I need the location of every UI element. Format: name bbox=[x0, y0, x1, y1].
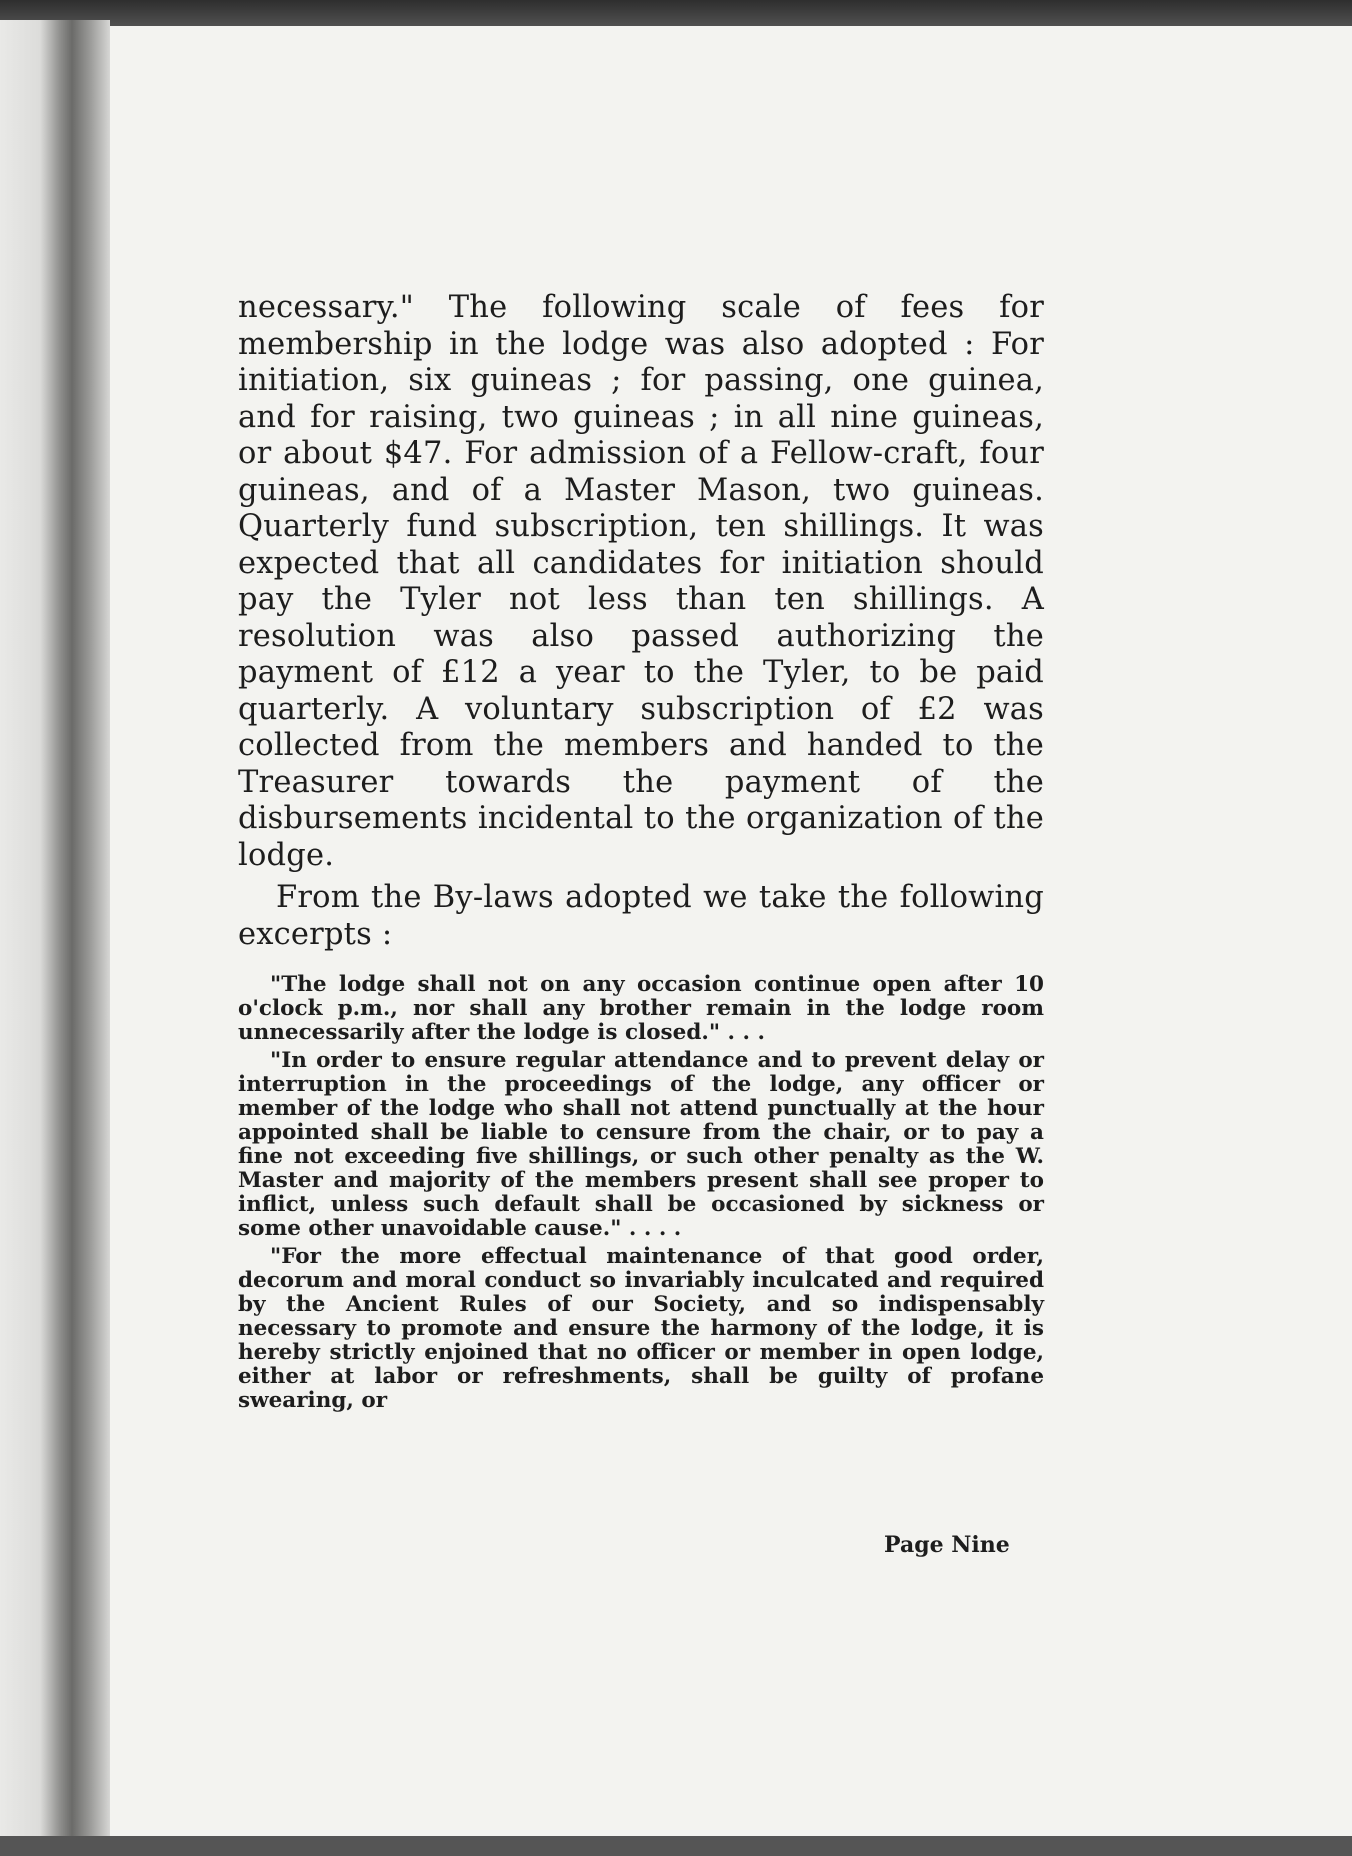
bylaw-quote-closing-time: "The lodge shall not on any occasion continue open after 10 o'clock p.m., nor shall any brother remain in the lodge room unnecessarily after the lodge is closed." . . . bbox=[238, 972, 1044, 1045]
body-paragraph-fees: necessary." The following scale of fees for membership in the lodge was also adopted : For initiation, six guineas ; for passing, one guinea, and for raising, two guineas ; in all nine guineas, or about $47. For admission of a Fellow-craft, four guineas, and of a Master Mason, two guineas. Quarterly fund subscription, ten shillings. It was expected that all candidates for initiation should pay the Tyler not less than ten shillings. A resolution was also passed authorizing the payment of £12 a year to the Tyler, to be paid quarterly. A voluntary subscription of £2 was collected from the members and handed to the Treasurer towards the payment of the disbursements incidental to the organization of the lodge. bbox=[238, 290, 1044, 873]
bottom-edge-shadow bbox=[0, 1836, 1352, 1856]
page-text-block bbox=[238, 290, 1044, 1413]
body-paragraph-bylaws-intro: From the By-laws adopted we take the following excerpts : bbox=[238, 880, 1044, 952]
book-binding-edge bbox=[0, 20, 110, 1840]
page-number: Page Nine bbox=[884, 1532, 1010, 1558]
bylaw-quote-attendance: "In order to ensure regular attendance and to prevent delay or interruption in the proceedings of the lodge, any officer or member of the lodge who shall not attend punctually at the hour appointed shall be liable to censure from the chair, or to pay a fine not exceeding five shillings, or such other penalty as the W. Master and majority of the members present shall see proper to inflict, unless such default shall be occasioned by sickness or some other unavoidable cause." . . . . bbox=[238, 1048, 1044, 1241]
bylaw-quote-conduct: "For the more effectual maintenance of that good order, decorum and moral conduct so invariably inculcated and required by the Ancient Rules of our Society, and so indispensably necessary to promote and ensure the harmony of the lodge, it is hereby strictly enjoined that no officer or member in open lodge, either at labor or refreshments, shall be guilty of profane swearing, or bbox=[238, 1244, 1044, 1413]
